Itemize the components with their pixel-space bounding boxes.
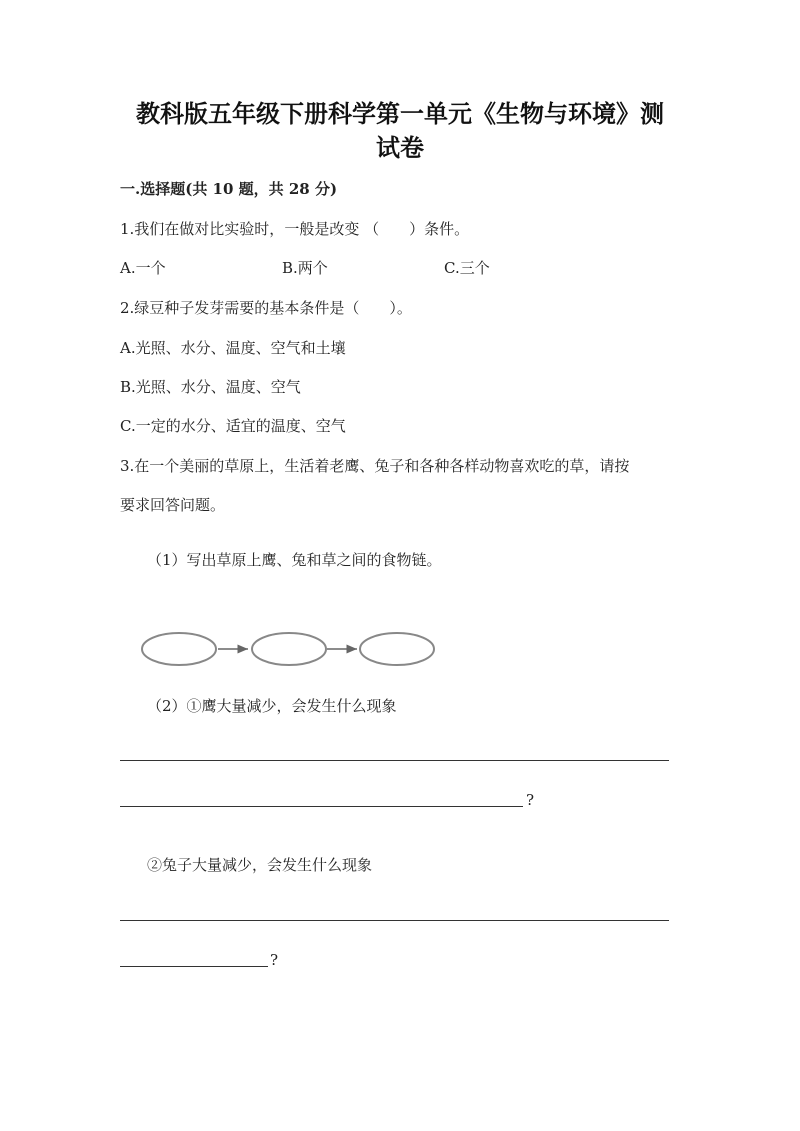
question-2-text: 2.绿豆种子发芽需要的基本条件是（ ）。 [120, 299, 412, 317]
food-chain-diagram [136, 625, 442, 673]
answer-question-mark-1: ? [526, 791, 535, 809]
question-1-option-b: B.两个 [282, 259, 328, 277]
page-title-line-2: 试卷 [376, 133, 424, 162]
food-chain-blank-3[interactable] [360, 633, 434, 665]
answer-line-2[interactable] [120, 806, 523, 807]
question-2-option-b: B.光照、水分、温度、空气 [120, 378, 301, 396]
food-chain-blank-2[interactable] [252, 633, 326, 665]
question-1-option-c: C.三个 [444, 259, 490, 277]
section-heading: 一.选择题(共 10 题，共 28 分) [120, 180, 338, 198]
question-3-text-line-2: 要求回答问题。 [120, 496, 226, 514]
answer-question-mark-2: ? [270, 951, 279, 969]
page-title-line-1: 教科版五年级下册科学第一单元《生物与环境》测 [136, 99, 664, 128]
food-chain-blank-1[interactable] [142, 633, 216, 665]
question-3-sub-2: （2）①鹰大量减少，会发生什么现象 [147, 697, 397, 715]
answer-line-1[interactable] [120, 760, 669, 761]
question-1-option-a: A.一个 [120, 259, 166, 277]
answer-line-4[interactable] [120, 966, 268, 967]
answer-line-3[interactable] [120, 920, 669, 921]
question-1-text: 1.我们在做对比实验时，一般是改变 （ ）条件。 [120, 220, 470, 238]
question-2-option-c: C.一定的水分、适宜的温度、空气 [120, 417, 346, 435]
question-3-text-line-1: 3.在一个美丽的草原上，生活着老鹰、兔子和各种各样动物喜欢吃的草，请按 [120, 457, 630, 475]
question-2-option-a: A.光照、水分、温度、空气和土壤 [120, 339, 346, 357]
question-3-sub-1: （1）写出草原上鹰、兔和草之间的食物链。 [147, 551, 442, 569]
question-3-sub-3: ②兔子大量减少，会发生什么现象 [147, 856, 373, 874]
